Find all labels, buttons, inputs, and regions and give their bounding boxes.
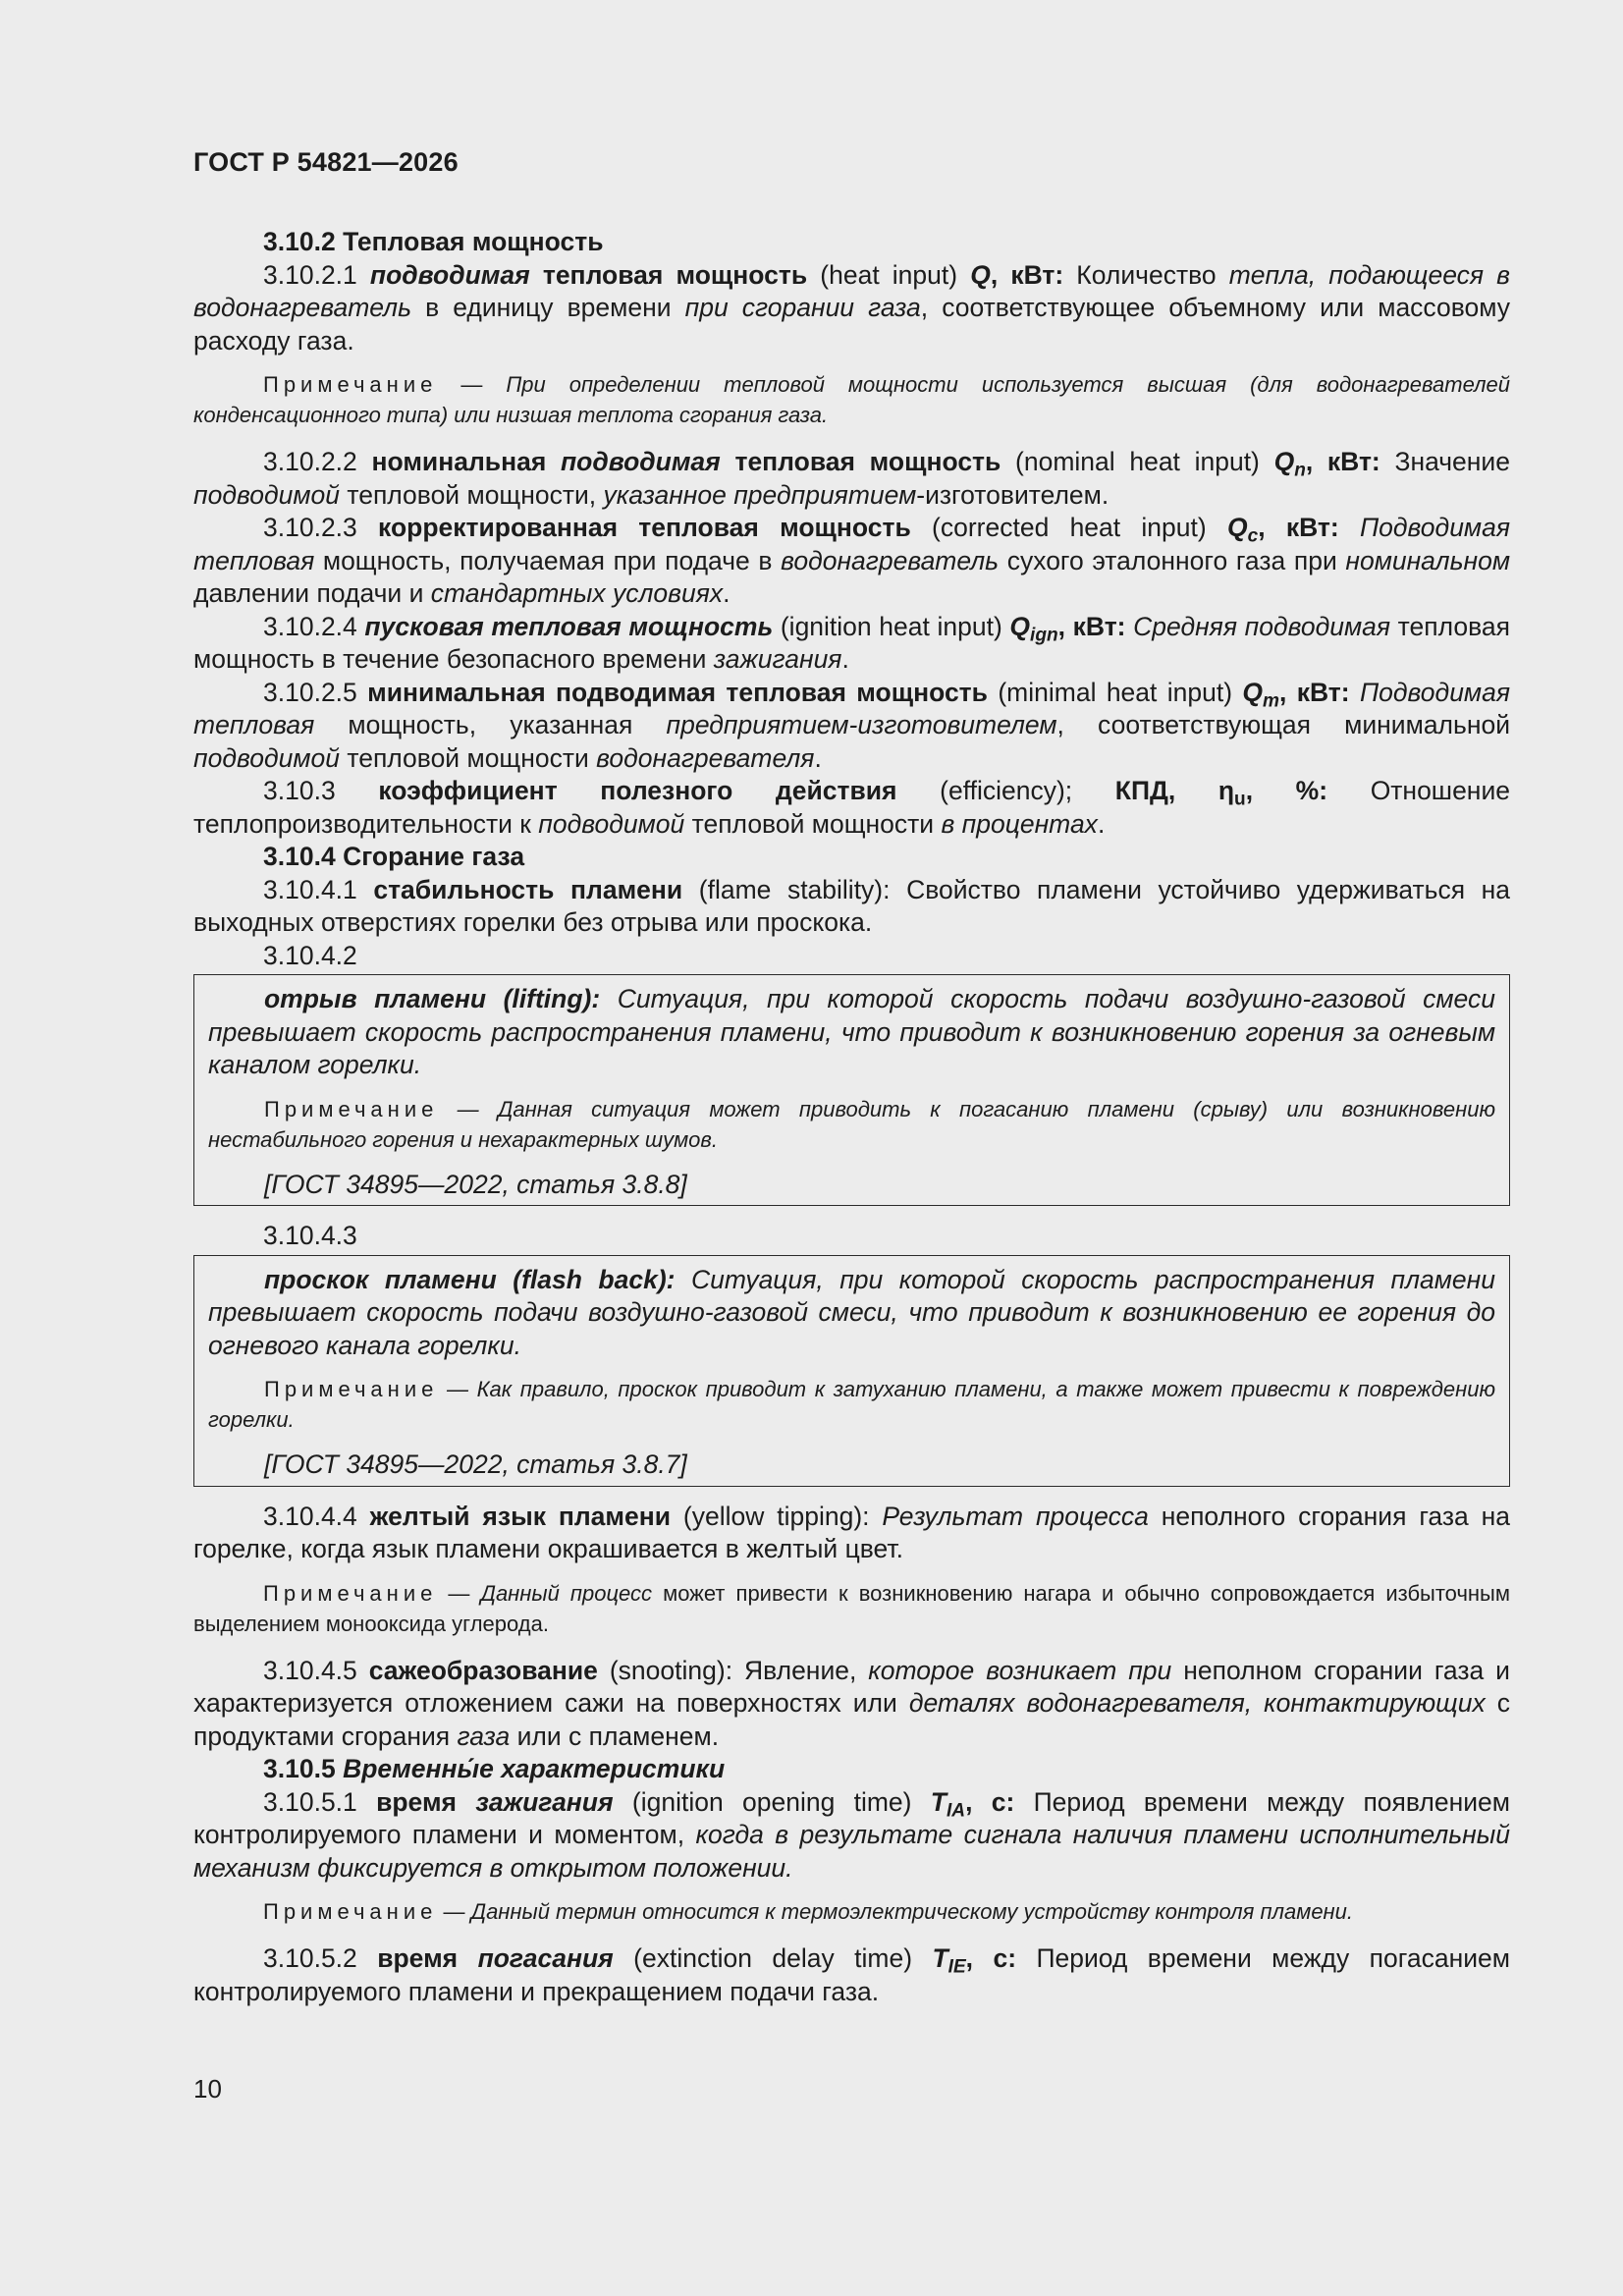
definition-3-10-2-1: 3.10.2.1 подводимая тепловая мощность (heat input) Q, кВт: Количество тепла, подающееся в водонагреватель в единицу времени при сгорании газа, соответствующее объемному или массовому расходу газа. <box>193 259 1511 355</box>
definition-3-10-4-5: 3.10.4.5 сажеобразование (snooting): Явление, которое возникает при неполном сгорании газа и характеризуется отложением сажи на поверхностях или деталях водонагревателя, контактирующих с продуктами сгорания газа или с пламенем. <box>193 1655 1510 1751</box>
section-heading-3-10-4: 3.10.4 Сгорание газа <box>263 842 525 871</box>
definition-3-10-5-2: 3.10.5.2 время погасания (extinction delay time) $T_{IE}$, с: Период времени между погасанием контролируемого пламени и прекращением подачи газа. <box>193 1943 1510 2006</box>
source-reference-3-10-4-2: [ГОСТ 34895—2022, статья 3.8.8] <box>264 1169 687 1199</box>
definition-3-10-5-1: 3.10.5.1 время зажигания (ignition opening time) $T_{IA}$, с: Период времени между появлением контролируемого пламени и моментом, когда в результате сигнала наличия пламени исполнительный механизм фиксируется в открытом положении. <box>193 1786 1510 1883</box>
definition-box-3-10-4-2 <box>193 974 1510 1206</box>
source-reference-3-10-4-3: [ГОСТ 34895—2022, статья 3.8.7] <box>264 1449 687 1479</box>
section-heading-3-10-2: 3.10.2 Тепловая мощность <box>263 227 604 256</box>
note-3-10-4-3: Примечание — Как правило, проскок приводит к затуханию пламени, а также может привести к повреждению горелки. <box>208 1377 1495 1432</box>
definition-3-10-4-4: 3.10.4.4 желтый язык пламени (yellow tipping): Результат процесса неполного сгорания газа на горелке, когда язык пламени окрашивается в желтый цвет. <box>193 1501 1510 1563</box>
definition-number-3-10-4-3: 3.10.4.3 <box>263 1221 357 1250</box>
note-3-10-5-1: Примечание — Данный термин относится к термоэлектрическому устройству контроля пламени. <box>263 1899 1354 1924</box>
definition-3-10-4-2: отрыв пламени (lifting): Ситуация, при которой скорость подачи воздушно-газовой смеси превышает скорость распространения пламени, что приводит к возникновению горения за огневым каналом горелки. <box>208 984 1495 1079</box>
document-header: ГОСТ Р 54821—2026 <box>193 147 459 177</box>
definition-3-10-2-3: 3.10.2.3 корректированная тепловая мощность (corrected heat input) $Q_c$, кВт: Подводимая тепловая мощность, получаемая при подаче в водонагреватель сухого эталонного газа при номинальном давлении подачи и стандартных условиях. <box>193 513 1510 608</box>
definition-number-3-10-4-2: 3.10.4.2 <box>263 940 357 970</box>
definition-3-10-4-1: 3.10.4.1 стабильность пламени (flame stability): Свойство пламени устойчиво удерживаться на выходных отверстиях горелки без отрыва или проскока. <box>193 874 1510 937</box>
definition-3-10-2-5: 3.10.2.5 минимальная подводимая тепловая мощность (minimal heat input) $Q_m$, кВт: Подводимая тепловая мощность, указанная предприятием-изготовителем, соответствующая минимальной подводимой тепловой мощности водонагревателя. <box>193 677 1511 773</box>
definition-box-3-10-4-3 <box>193 1255 1510 1487</box>
document-body <box>193 226 1510 2008</box>
section-heading-3-10-5: 3.10.5 Временны́е характеристики <box>263 1754 726 1783</box>
note-3-10-4-2: Примечание — Данная ситуация может приводить к погасанию пламени (срыву) или возникновению нестабильного горения и нехарактерных шумов. <box>208 1096 1495 1152</box>
page-number: 10 <box>193 2074 222 2104</box>
definition-3-10-2-4: 3.10.2.4 пусковая тепловая мощность (ignition heat input) $Q_{ign}$, кВт: Средняя подводимая тепловая мощность в течение безопасного времени зажигания. <box>193 611 1510 674</box>
note-3-10-4-4: Примечание — Данный процесс может привести к возникновению нагара и обычно сопровождается избыточным выделением монооксида углерода. <box>193 1580 1510 1636</box>
definition-3-10-3: 3.10.3 коэффициент полезного действия (efficiency); КПД, $\eta_u$, %: Отношение теплопроизводительности к подводимой тепловой мощности в процентах. <box>193 776 1510 839</box>
note-3-10-2-1: Примечание — При определении тепловой мощности используется высшая (для водонагревателей конденсационного типа) или низшая теплота сгорания газа. <box>193 372 1510 427</box>
definition-3-10-4-3: проскок пламени (flash back): Ситуация, при которой скорость распространения пламени превышает скорость подачи воздушно-газовой смеси, что приводит к возникновению ее горения до огневого канала горелки. <box>208 1264 1495 1360</box>
definition-3-10-2-2: 3.10.2.2 номинальная подводимая тепловая мощность (nominal heat input) $Q_n$, кВт: Значение подводимой тепловой мощности, указанное предприятием-изготовителем. <box>193 447 1510 510</box>
